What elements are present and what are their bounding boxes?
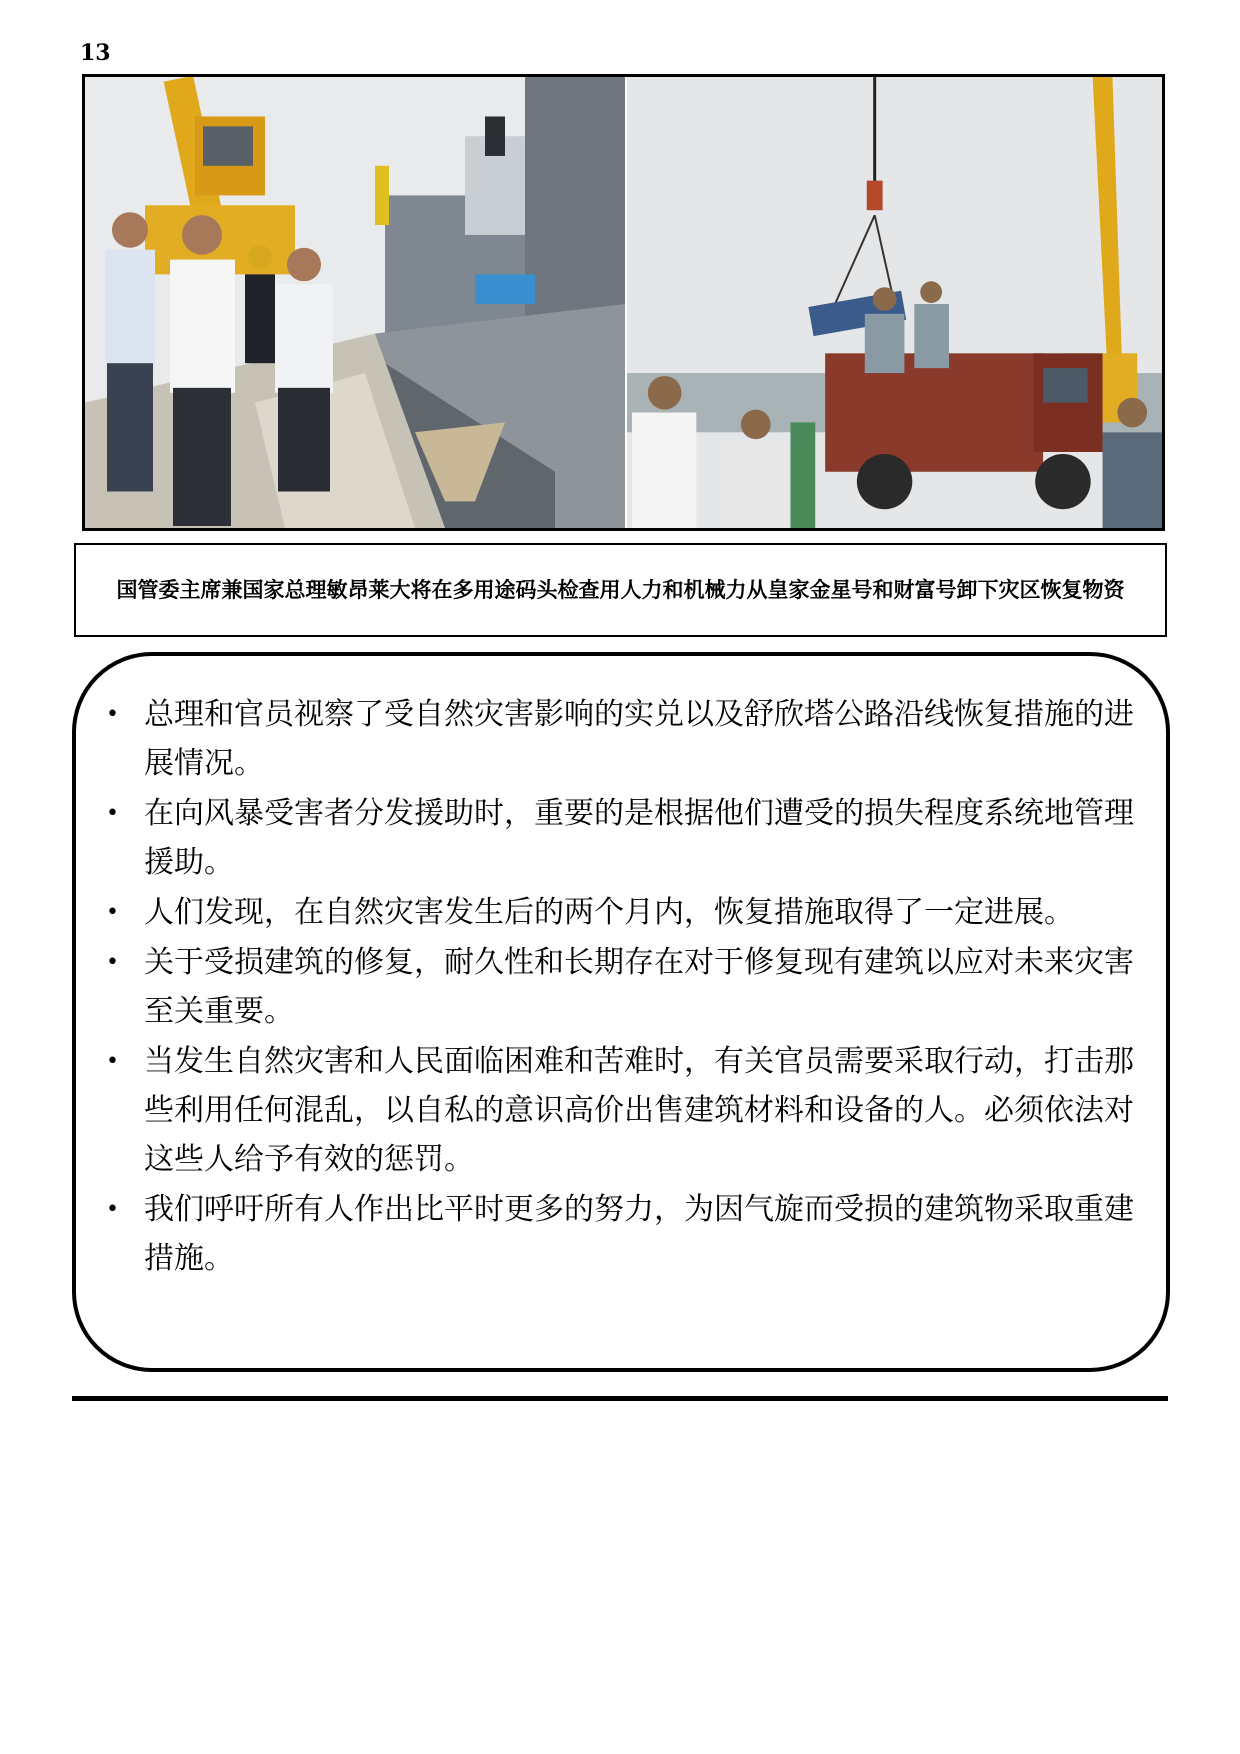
photo-caption (74, 543, 1167, 637)
bullet-text: 关于受损建筑的修复，耐久性和长期存在对于修复现有建筑以应对未来灾害至关重要。 (144, 945, 1134, 1029)
photo-caption-text: 国管委主席兼国家总理敏昂莱大将在多用途码头检查用人力和机械力从皇家金星号和财富号卸下灾区恢复物资 (116, 578, 1125, 602)
list-item (100, 888, 1140, 937)
bullet-icon: • (106, 900, 119, 925)
bullet-icon: • (106, 1197, 119, 1222)
bullet-icon: • (106, 801, 119, 826)
bullet-text: 我们呼吁所有人作出比平时更多的努力，为因气旋而受损的建筑物采取重建措施。 (144, 1192, 1134, 1276)
footer-divider (72, 1396, 1168, 1401)
list-item (100, 1037, 1140, 1184)
photo-frame (82, 74, 1165, 531)
bullet-text: 人们发现，在自然灾害发生后的两个月内，恢复措施取得了一定进展。 (144, 895, 1074, 930)
bullet-icon: • (106, 702, 119, 727)
bullet-text: 当发生自然灾害和人民面临困难和苦难时，有关官员需要采取行动，打击那些利用任何混乱，以自私的意识高价出售建筑材料和设备的人。必须依法对这些人给予有效的惩罚。 (144, 1044, 1134, 1177)
summary-bullet-list (100, 690, 1140, 1284)
list-item (100, 690, 1140, 788)
bullet-text: 总理和官员视察了受自然灾害影响的实兑以及舒欣塔公路沿线恢复措施的进展情况。 (144, 697, 1134, 781)
bullet-icon: • (106, 950, 119, 975)
list-item (100, 1185, 1140, 1283)
bullet-icon: • (106, 1049, 119, 1074)
list-item (100, 938, 1140, 1036)
bullet-text: 在向风暴受害者分发援助时，重要的是根据他们遭受的损失程度系统地管理援助。 (144, 796, 1134, 880)
list-item (100, 789, 1140, 887)
dock-inspection-photo (85, 77, 627, 528)
truck-unloading-photo (627, 77, 1162, 528)
page-number: 13 (80, 40, 111, 66)
